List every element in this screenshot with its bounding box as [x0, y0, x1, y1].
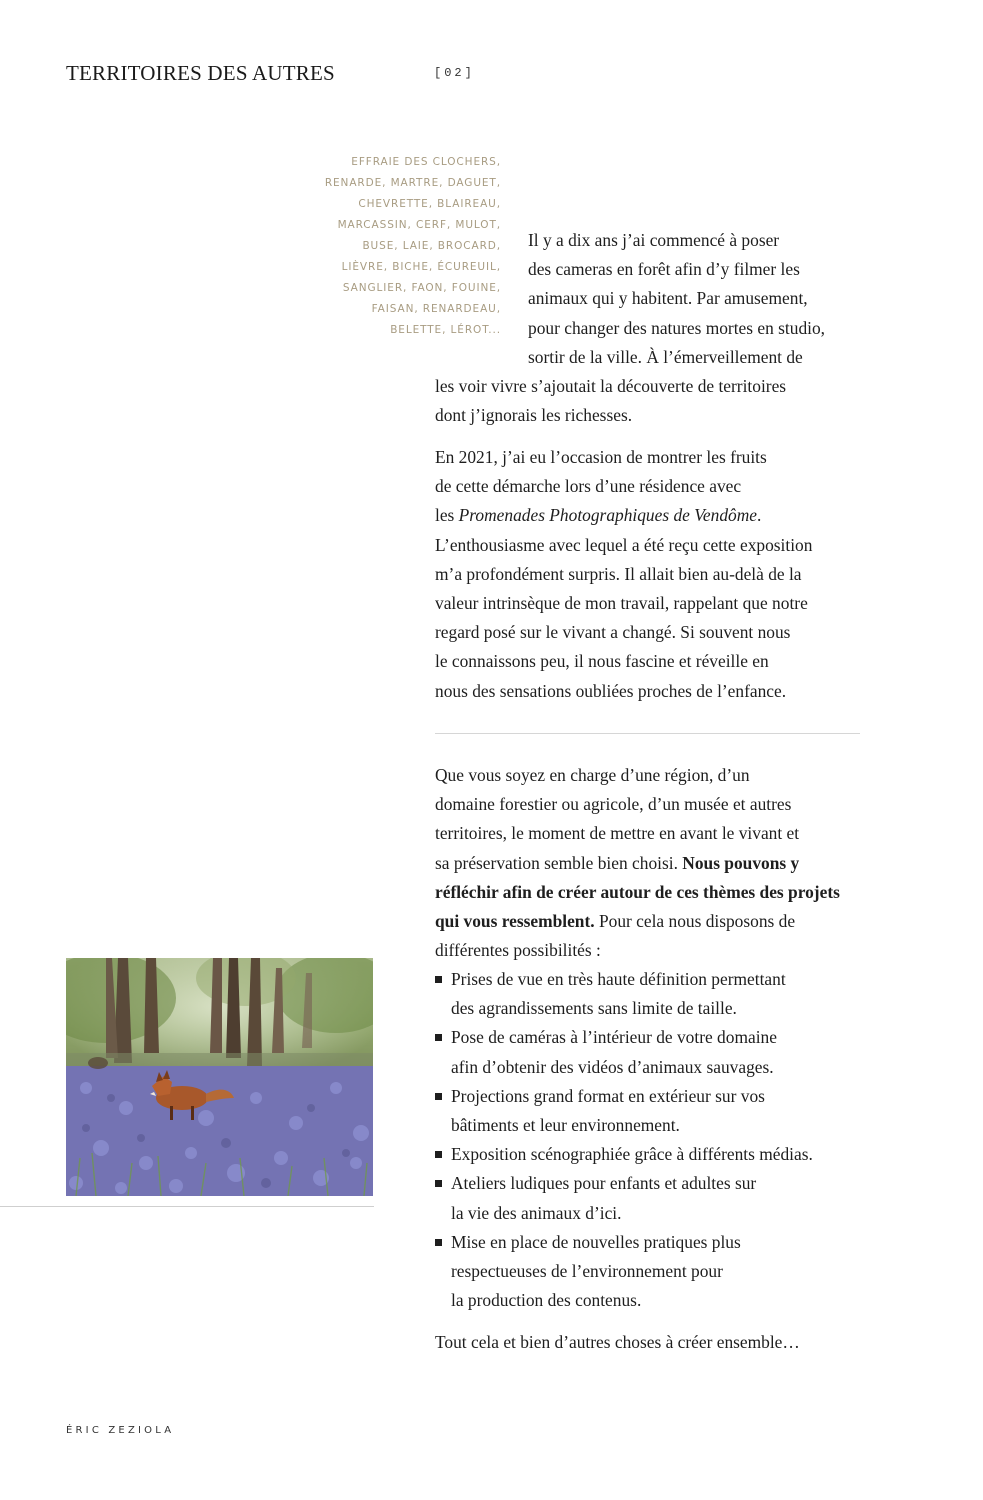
text-line [435, 878, 840, 907]
square-bullet-icon [435, 1151, 442, 1158]
animal-list-line: LIÈVRE, BICHE, ÉCUREUIL, [341, 261, 501, 273]
text-line: Mise en place de nouvelles pratiques plus [451, 1231, 741, 1252]
text-line: des agrandissements sans limite de taille. [451, 998, 737, 1019]
text-line: Prises de vue en très haute définition permettant [451, 969, 786, 989]
text-fragment: . [757, 505, 762, 526]
text-line: Pose de caméras à l’intérieur de votre domaine [451, 1027, 777, 1048]
square-bullet-icon [435, 1093, 442, 1100]
text-line [435, 907, 840, 936]
fox-forest-photo [66, 958, 373, 1196]
list-item [435, 965, 813, 1023]
text-line: pour changer des natures mortes en studio, [528, 317, 826, 338]
text-line: afin d’obtenir des vidéos d’animaux sauvages. [451, 1056, 774, 1077]
text-line: regard posé sur le vivant a changé. Si souvent nous [435, 622, 791, 643]
square-bullet-icon [435, 1034, 442, 1041]
author-name: ÉRIC ZEZIOLA [66, 1425, 175, 1436]
text-line: animaux qui y habitent. Par amusement, [528, 288, 808, 309]
emphasis-text: réfléchir afin de créer autour de ces thèmes des projets [435, 881, 840, 902]
text-fragment: Pour cela nous disposons de [594, 911, 796, 932]
text-line: différentes possibilités : [435, 940, 601, 961]
list-item [435, 1169, 813, 1227]
text-line: respectueuses de l’environnement pour [451, 1261, 723, 1282]
text-fragment: sa préservation semble bien choisi. [435, 852, 683, 873]
text-line: Il y a dix ans j’ai commencé à poser [528, 230, 780, 250]
animal-list-line: BUSE, LAIE, BROCARD, [362, 240, 501, 252]
page-title: TERRITOIRES DES AUTRES [66, 61, 335, 85]
section-divider [435, 733, 860, 734]
text-line: Exposition scénographiée grâce à différents médias. [451, 1144, 813, 1165]
text-line: En 2021, j’ai eu l’occasion de montrer les fruits [435, 447, 767, 467]
text-line: nous des sensations oubliées proches de l’enfance. [435, 680, 787, 701]
text-line: de cette démarche lors d’une résidence avec [435, 476, 742, 497]
text-line: le connaissons peu, il nous fascine et réveille en [435, 651, 769, 672]
list-item [435, 1082, 813, 1140]
intro-paragraph-full [435, 372, 786, 430]
animal-list-line: SANGLIER, FAON, FOUINE, [342, 282, 501, 294]
text-line: sortir de la ville. À l’émerveillement de [528, 346, 803, 367]
photo-divider [0, 1206, 374, 1207]
list-item [435, 1140, 813, 1169]
emphasis-text: Nous pouvons y [682, 852, 800, 873]
animal-list-line: CHEVRETTE, BLAIREAU, [358, 198, 501, 210]
animal-list-line: FAISAN, RENARDEAU, [371, 303, 501, 315]
page-number: [02] [434, 66, 475, 80]
animal-list-line: RENARDE, MARTRE, DAGUET, [324, 177, 501, 189]
text-line [435, 501, 812, 530]
text-line: m’a profondément surpris. Il allait bien au-delà de la [435, 563, 802, 584]
list-item [435, 1228, 813, 1316]
text-line: la vie des animaux d’ici. [451, 1202, 622, 1223]
animal-list-line: EFFRAIE DES CLOCHERS, [351, 156, 501, 168]
emphasis-text: qui vous ressemblent. [435, 911, 595, 932]
text-line: territoires, le moment de mettre en avant le vivant et [435, 823, 800, 844]
intro-paragraph-indented [528, 226, 825, 372]
paragraph-exhibition [435, 443, 812, 706]
closing-line: Tout cela et bien d’autres choses à créer ensemble… [435, 1332, 800, 1352]
text-line: les voir vivre s’ajoutait la découverte de territoires [435, 376, 787, 396]
text-fragment: les [435, 505, 459, 526]
square-bullet-icon [435, 1180, 442, 1187]
text-line: Ateliers ludiques pour enfants et adultes sur [451, 1173, 757, 1194]
text-line: valeur intrinsèque de mon travail, rappelant que notre [435, 593, 808, 614]
animal-list-line: BELETTE, LÉROT... [390, 324, 501, 336]
animal-list [301, 152, 501, 341]
text-line: dont j’ignorais les richesses. [435, 405, 633, 426]
festival-name: Promenades Photographiques de Vendôme [458, 505, 757, 526]
text-line [435, 849, 840, 878]
paragraph-offer [435, 761, 840, 965]
square-bullet-icon [435, 1239, 442, 1246]
text-line: des cameras en forêt afin d’y filmer les [528, 259, 800, 280]
options-list [435, 965, 813, 1315]
text-line: domaine forestier ou agricole, d’un musée et autres [435, 794, 792, 815]
text-line: Projections grand format en extérieur sur vos [451, 1085, 765, 1106]
text-line: Que vous soyez en charge d’une région, d’un [435, 765, 750, 785]
text-line: bâtiments et leur environnement. [451, 1115, 680, 1136]
text-line: la production des contenus. [451, 1290, 642, 1311]
square-bullet-icon [435, 976, 442, 983]
text-line: L’enthousiasme avec lequel a été reçu cette exposition [435, 534, 813, 555]
animal-list-line: MARCASSIN, CERF, MULOT, [337, 219, 501, 231]
list-item [435, 1023, 813, 1081]
